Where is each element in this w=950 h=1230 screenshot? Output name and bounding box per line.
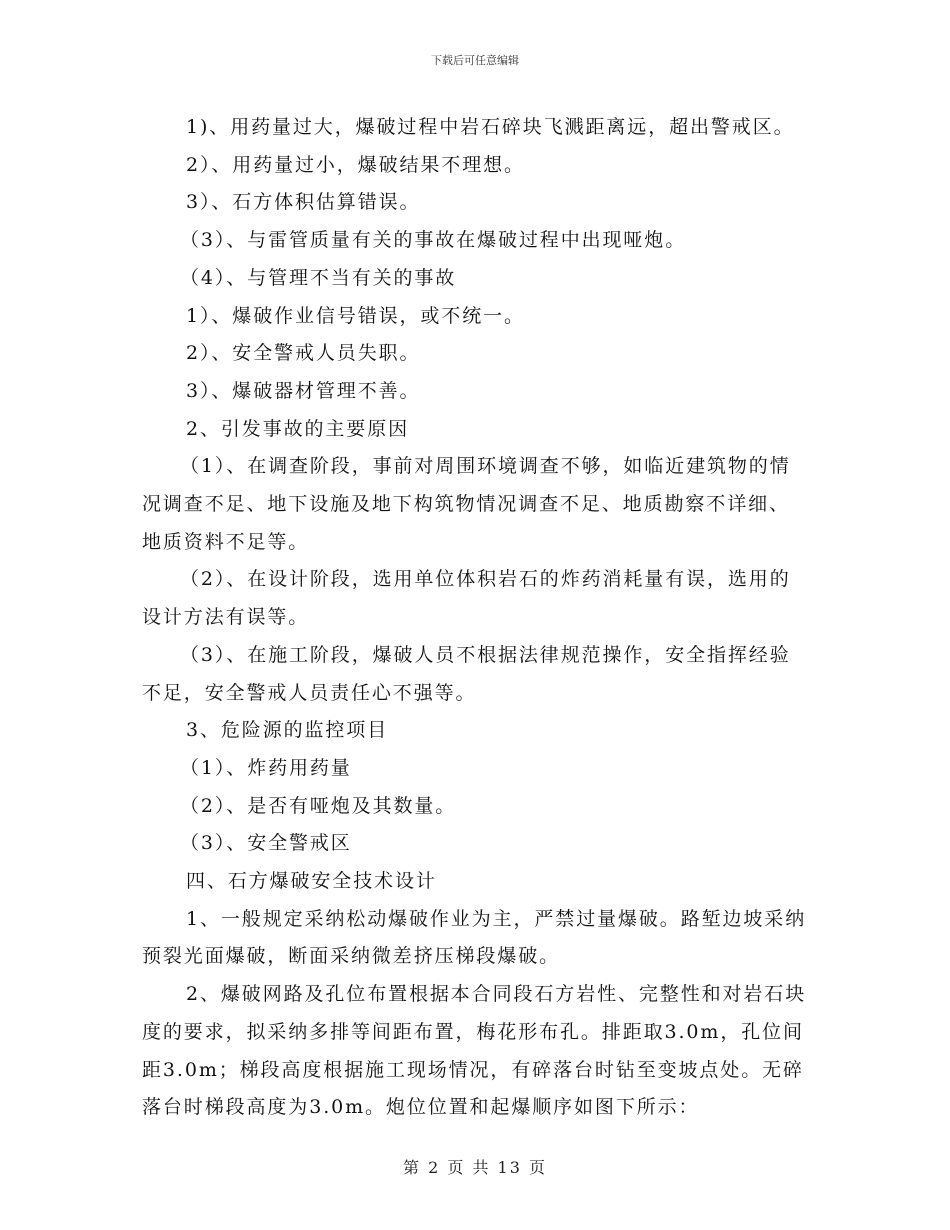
section-heading: 3、危险源的监控项目 (186, 719, 389, 742)
paragraph: 1）、爆破作业信号错误，或不统一。 (186, 304, 525, 327)
paragraph: 2）、安全警戒人员失职。 (186, 342, 421, 365)
document-body (142, 109, 807, 1127)
paragraph: （2）、在设计阶段，选用单位体积岩石的炸药消耗量有误，选用的设计方法有误等。 (142, 568, 791, 629)
paragraph: 1、一般规定采纳松动爆破作业为主，严禁过量爆破。路堑边坡采纳预裂光面爆破，断面采纳微差挤压梯段爆破。 (142, 907, 807, 968)
paragraph: 3）、石方体积估算错误。 (186, 191, 421, 214)
paragraph: （1）、在调查阶段，事前对周围环境调查不够，如临近建筑物的情况调查不足、地下设施及地下构筑物情况调查不足、地质勘察不详细、地质资料不足等。 (142, 455, 791, 553)
paragraph: （3）、与雷管质量有关的事故在爆破过程中出现哑炮。 (180, 229, 687, 252)
paragraph: 1)、用药量过大，爆破过程中岩石碎块飞溅距离远，超出警戒区。 (186, 116, 795, 138)
paragraph: （3）、在施工阶段，爆破人员不根据法律规范操作，安全指挥经验不足，安全警戒人员责任心不强等。 (142, 643, 791, 704)
paragraph: （3）、安全警戒区 (180, 832, 352, 855)
paragraph: 2）、用药量过小，爆破结果不理想。 (186, 153, 525, 176)
page-header: 下载后可任意编辑 (431, 54, 519, 67)
paragraph: 2、爆破网路及孔位布置根据本合同段石方岩性、完整性和对岩石块度的要求，拟采纳多排等间距布置，梅花形布孔。排距取3.0m，孔位间距3.0m；梯段高度根据施工现场情况，有碎落台时钻至变坡点处。无碎落台时梯段高度为3.0m。炮位位置和起爆顺序如图下所示： (142, 983, 807, 1119)
section-heading: 2、引发事故的主要原因 (186, 417, 409, 440)
paragraph: 3）、爆破器材管理不善。 (186, 379, 421, 402)
section-heading: 四、石方爆破安全技术设计 (186, 870, 437, 893)
paragraph: （4）、与管理不当有关的事故 (180, 266, 457, 289)
page-footer: 第 2 页 共 13 页 (403, 1158, 547, 1177)
paragraph: （1）、炸药用药量 (180, 756, 352, 779)
paragraph: （2）、是否有哑炮及其数量。 (180, 794, 457, 817)
